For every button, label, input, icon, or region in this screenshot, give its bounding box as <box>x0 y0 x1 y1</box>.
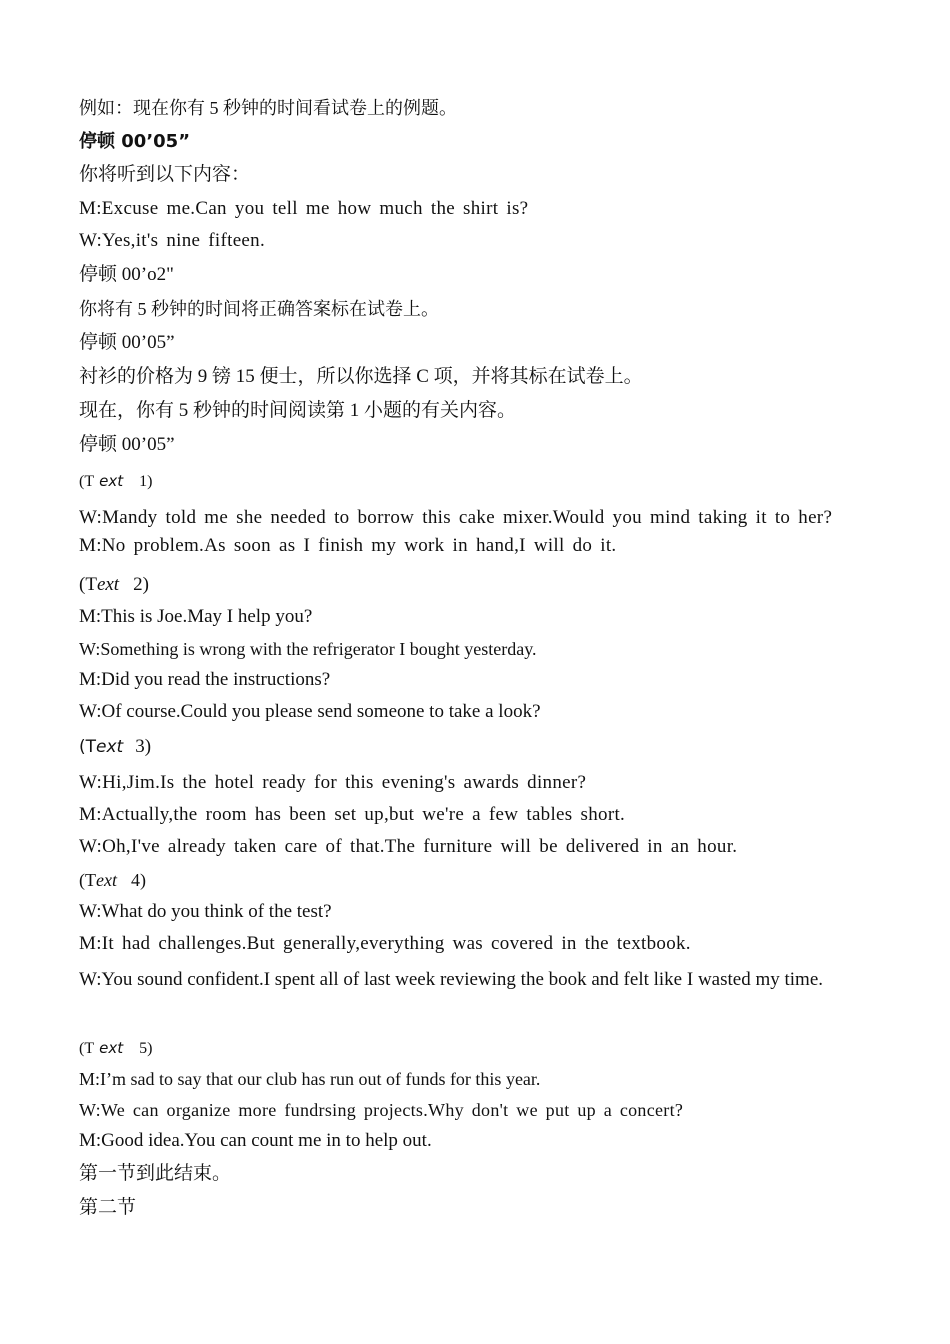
text-label: (T ext 1) <box>79 472 153 490</box>
pause-marker: 停顿 00’o2" <box>79 264 174 285</box>
pause-marker: 停顿 00’05” <box>79 434 175 455</box>
dialogue-line: M:It had challenges.But generally,everything was covered in the textbook. <box>79 933 691 954</box>
dialogue-line: M:This is Joe.May I help you? <box>79 606 313 627</box>
dialogue-line: M:I’m sad to say that our club has run out of funds for this year. <box>79 1069 541 1089</box>
text-label: (T ext 5) <box>79 1039 153 1057</box>
pause-marker: 停顿 00’05” <box>79 131 191 152</box>
dialogue-line: M:Good idea.You can count me in to help out. <box>79 1130 432 1151</box>
dialogue-paragraph: W:You sound confident.I spent all of last week reviewing the book and felt like I wasted my time. <box>79 969 824 990</box>
dialogue-line: W:Of course.Could you please send someone to take a look? <box>79 701 541 722</box>
text-label: (Text 3) <box>79 736 152 757</box>
dialogue-line: M:Did you read the instructions? <box>79 669 331 690</box>
dialogue-line: M:Actually,the room has been set up,but we're a few tables short. <box>79 804 626 825</box>
example-instruction: 例如：现在你有 5 秒钟的时间看试卷上的例题。 <box>79 98 457 118</box>
dialogue-line: W:What do you think of the test? <box>79 901 332 922</box>
dialogue-line: W:Oh,I've already taken care of that.The furniture will be delivered in an hour. <box>79 836 738 857</box>
section-heading: 第二节 <box>79 1197 137 1218</box>
dialogue-line: W:We can organize more fundrsing projects.Why don't we put up a concert? <box>79 1100 684 1120</box>
answer-instruction: 你将有 5 秒钟的时间将正确答案标在试卷上。 <box>79 299 439 319</box>
section-end-note: 第一节到此结束。 <box>79 1163 232 1184</box>
example-explanation: 衬衫的价格为 9 镑 15 便士，所以你选择 C 项，并将其标在试卷上。 <box>79 366 643 387</box>
listen-instruction: 你将听到以下内容： <box>79 164 251 185</box>
pause-marker: 停顿 00’05” <box>79 332 175 353</box>
dialogue-line: W:Hi,Jim.Is the hotel ready for this evening's awards dinner? <box>79 772 587 793</box>
dialogue-line: W:Something is wrong with the refrigerator I bought yesterday. <box>79 639 537 659</box>
example-dialogue-line: M:Excuse me.Can you tell me how much the shirt is? <box>79 198 529 219</box>
reading-instruction: 现在，你有 5 秒钟的时间阅读第 1 小题的有关内容。 <box>79 400 517 421</box>
dialogue-paragraph: W:Mandy told me she needed to borrow this cake mixer.Would you mind taking it to her? M:No problem.As soon as I finish my work in hand,I will do it. <box>79 507 833 556</box>
example-dialogue-line: W:Yes,it's nine fifteen. <box>79 230 266 251</box>
text-label: (Text 4) <box>79 870 146 890</box>
text-label: (Text 2) <box>79 574 149 595</box>
